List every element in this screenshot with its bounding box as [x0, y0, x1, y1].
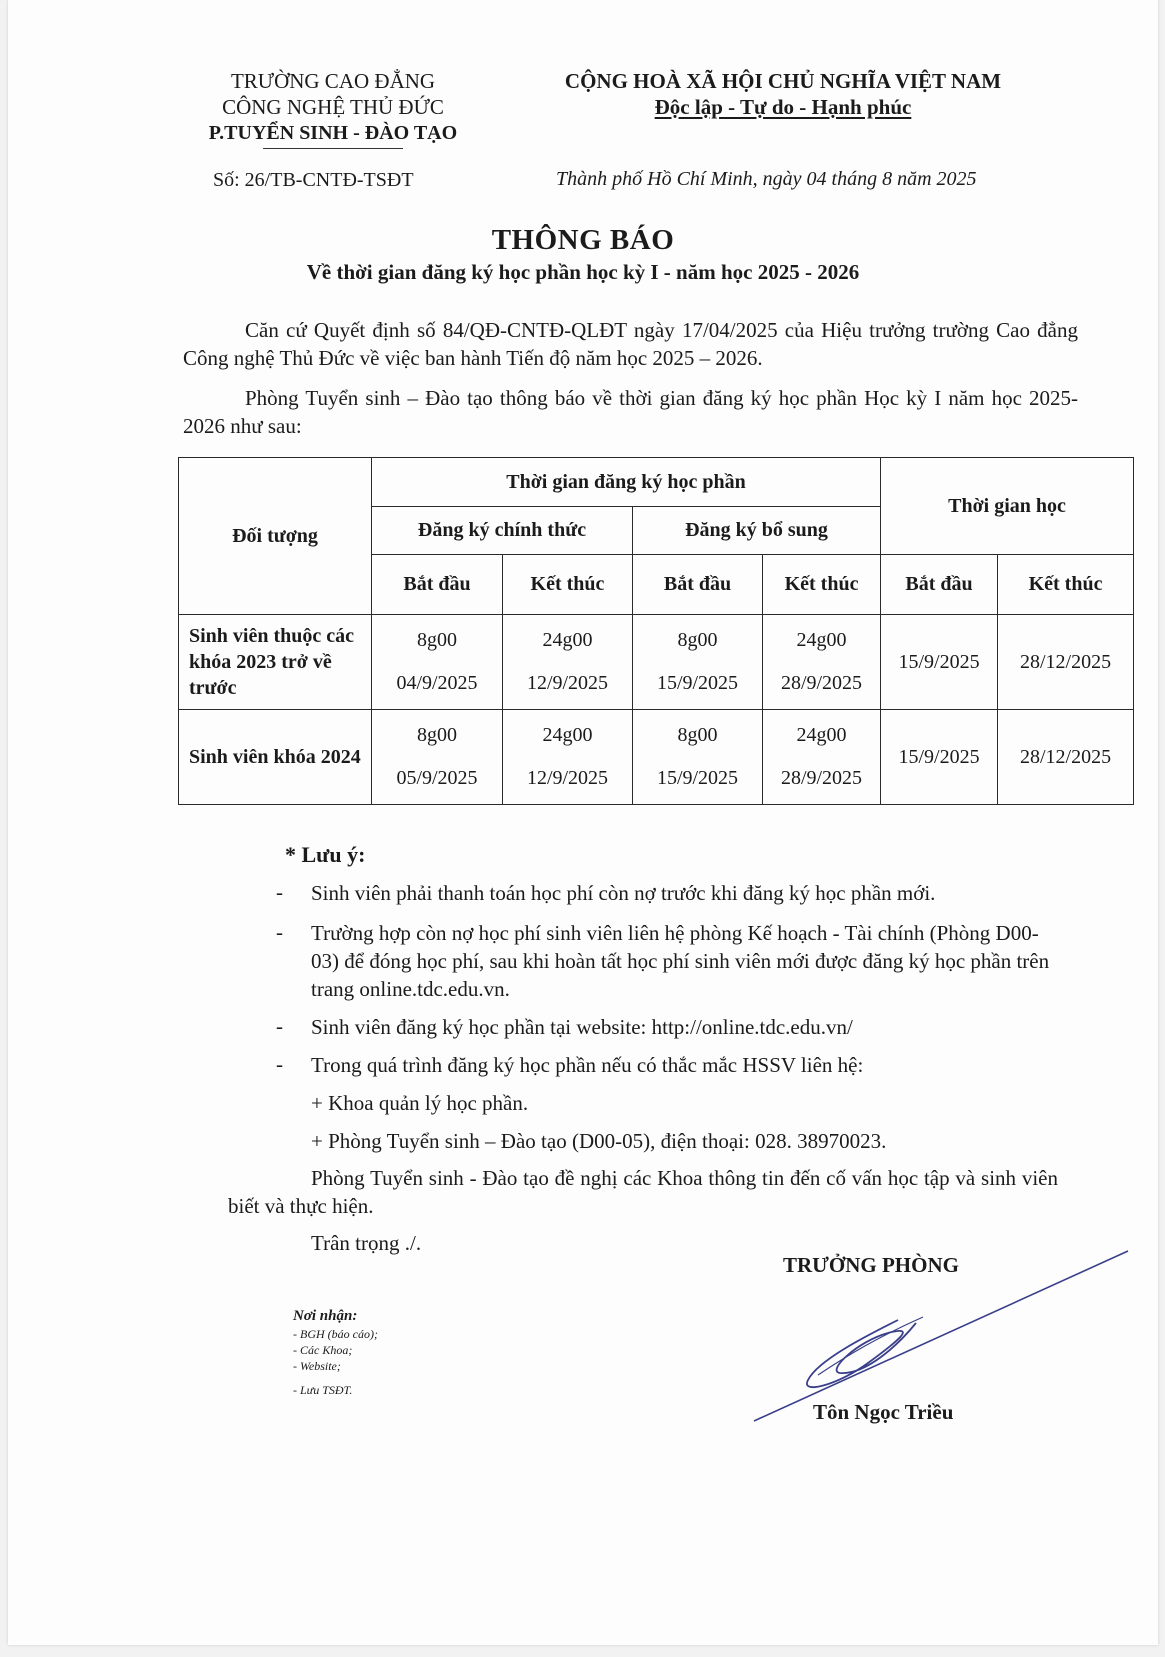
time-cell: 24g00	[796, 629, 847, 651]
header-object: Đối tượng	[179, 458, 372, 615]
header-end: Kết thúc	[763, 555, 881, 615]
note-item: Sinh viên phải thanh toán học phí còn nợ trước khi đăng ký học phần mới.	[311, 881, 936, 905]
date-cell: 15/9/2025	[656, 672, 739, 694]
notes-title: * Lưu ý:	[285, 842, 366, 867]
date-cell: 05/9/2025	[396, 767, 478, 789]
header-reg-time: Thời gian đăng ký học phần	[372, 458, 881, 507]
signature-icon	[748, 1245, 1138, 1425]
motto: Độc lập - Tự do - Hạnh phúc	[654, 95, 912, 119]
recipient-item: - Website;	[293, 1359, 341, 1373]
row-object: Sinh viên thuộc các khóa 2023 trở về trước	[179, 615, 372, 710]
page-title: THÔNG BÁO	[491, 224, 675, 256]
study-start-cell: 15/9/2025	[881, 615, 998, 710]
recipients-title: Nơi nhận:	[293, 1308, 358, 1324]
contact-faculty: + Khoa quản lý học phần.	[311, 1091, 529, 1115]
date-cell: 15/9/2025	[656, 767, 739, 789]
time-cell: 24g00	[542, 629, 593, 651]
closing-paragraph: Phòng Tuyển sinh - Đào tạo đề nghị các Khoa thông tin đến cố vấn học tập và sinh viên biết và thực hiện.	[228, 1166, 1058, 1218]
page-subtitle: Về thời gian đăng ký học phần học kỳ I - năm học 2025 - 2026	[306, 260, 860, 284]
nation-name: CỘNG HOÀ XÃ HỘI CHỦ NGHĨA VIỆT NAM	[564, 69, 1002, 93]
header-start: Bắt đầu	[372, 555, 503, 615]
regards: Trân trọng ./.	[311, 1231, 422, 1255]
date-cell: 12/9/2025	[526, 672, 609, 694]
header-start: Bắt đầu	[881, 555, 998, 615]
bullet-dash: -	[276, 920, 283, 944]
note-item: Sinh viên đăng ký học phần tại website: http://online.tdc.edu.vn/	[311, 1015, 853, 1039]
recipient-item: - Các Khoa;	[293, 1343, 353, 1357]
time-cell: 8g00	[417, 724, 457, 746]
note-item: Trong quá trình đăng ký học phần nếu có thắc mắc HSSV liên hệ:	[311, 1053, 864, 1077]
recipient-item: - BGH (báo cáo);	[293, 1327, 378, 1341]
issuer-underline	[263, 148, 403, 149]
row-object: Sinh viên khóa 2024	[179, 710, 372, 805]
recipient-item: - Lưu TSĐT.	[293, 1383, 353, 1397]
header-start: Bắt đầu	[633, 555, 763, 615]
date-cell: 28/9/2025	[780, 767, 863, 789]
document-page	[8, 0, 1158, 1645]
national-header	[513, 68, 1053, 120]
table-row	[179, 615, 1134, 710]
header-supplement: Đăng ký bổ sung	[633, 507, 881, 555]
time-cell: 8g00	[677, 724, 718, 746]
time-cell: 24g00	[796, 724, 847, 746]
paragraph-basis: Căn cứ Quyết định số 84/QĐ-CNTĐ-QLĐT ngày 17/04/2025 của Hiệu trưởng trường Cao đẳng Công nghệ Thủ Đức về việc ban hành Tiến độ năm học 2025 – 2026.	[183, 318, 1078, 370]
time-cell: 8g00	[417, 629, 457, 651]
table-row	[179, 710, 1134, 805]
signer-name: Tôn Ngọc Triều	[813, 1400, 954, 1424]
header-end: Kết thúc	[998, 555, 1134, 615]
time-cell: 24g00	[542, 724, 593, 746]
paragraph-announce: Phòng Tuyển sinh – Đào tạo thông báo về thời gian đăng ký học phần Học kỳ I năm học 2025-2026 như sau:	[183, 386, 1078, 438]
issuer-block	[158, 68, 508, 149]
header-end: Kết thúc	[503, 555, 633, 615]
header-study-time: Thời gian học	[881, 458, 1134, 555]
doc-number: Số: 26/TB-CNTĐ-TSĐT	[213, 169, 414, 191]
date-cell: 28/9/2025	[780, 672, 863, 694]
signer-title: TRƯỞNG PHÒNG	[783, 1253, 959, 1277]
date-cell: 12/9/2025	[526, 767, 609, 789]
date-cell: 04/9/2025	[396, 672, 478, 694]
study-end-cell: 28/12/2025	[998, 710, 1134, 805]
study-end-cell: 28/12/2025	[998, 615, 1134, 710]
schedule-table	[178, 457, 1134, 805]
time-cell: 8g00	[677, 629, 718, 651]
issuer-department: P.TUYỂN SINH - ĐÀO TẠO	[208, 122, 458, 144]
study-start-cell: 15/9/2025	[881, 710, 998, 805]
bullet-dash: -	[276, 1014, 283, 1038]
note-item: Trường hợp còn nợ học phí sinh viên liên hệ phòng Kế hoạch - Tài chính (Phòng D00-03) để đóng học phí, sau khi hoàn tất học phí sinh viên mới được đăng ký học phần trên trang online.tdc.edu.vn.	[311, 921, 1050, 1001]
issuer-line2: CÔNG NGHỆ THỦ ĐỨC	[222, 95, 444, 119]
bullet-dash: -	[276, 880, 283, 904]
header-official: Đăng ký chính thức	[372, 507, 633, 555]
issuer-line1: TRƯỜNG CAO ĐẲNG	[230, 69, 436, 93]
contact-office: + Phòng Tuyển sinh – Đào tạo (D00-05), điện thoại: 028. 38970023.	[311, 1129, 887, 1153]
bullet-dash: -	[276, 1052, 283, 1076]
place-date: Thành phố Hồ Chí Minh, ngày 04 tháng 8 năm 2025	[556, 168, 977, 190]
